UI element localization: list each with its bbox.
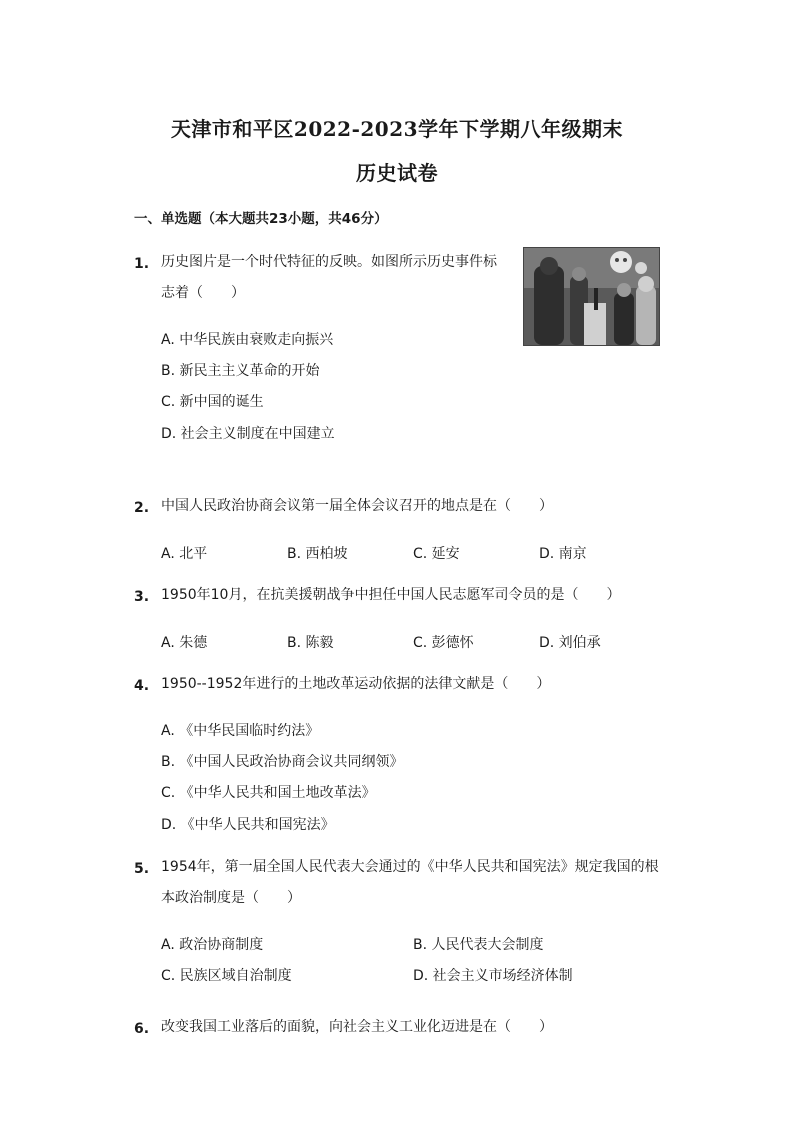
historical-photo (523, 247, 660, 346)
question-text: 1950年10月，在抗美援朝战争中担任中国人民志愿军司令员的是（ ） (161, 587, 621, 603)
option-d: D. 社会主义制度在中国建立 (161, 426, 335, 442)
question-number: 1. (134, 256, 150, 272)
option-a: A. 北平 (161, 546, 208, 562)
question-number: 3. (134, 589, 150, 605)
option-c: C. 新中国的诞生 (161, 394, 264, 410)
exam-subject-title: 历史试卷 (356, 161, 438, 185)
option-c: C. 民族区域自治制度 (161, 968, 292, 984)
question-text: 1950--1952年进行的土地改革运动依据的法律文献是（ ） (161, 676, 551, 692)
option-b: B. 《中国人民政治协商会议共同纲领》 (161, 754, 404, 770)
option-a: A. 朱德 (161, 635, 208, 651)
question-number: 2. (134, 500, 150, 516)
option-d: D. 社会主义市场经济体制 (413, 968, 573, 984)
option-b: B. 西柏坡 (287, 546, 348, 562)
question-number: 4. (134, 678, 150, 694)
question-text: 1954年，第一届全国人民代表大会通过的《中华人民共和国宪法》规定我国的根 (161, 859, 659, 875)
exam-title: 天津市和平区2022-2023学年下学期八年级期末 (170, 117, 624, 141)
option-b: B. 人民代表大会制度 (413, 937, 544, 953)
question-text: 历史图片是一个时代特征的反映。如图所示历史事件标 (161, 254, 497, 270)
option-d: D. 南京 (539, 546, 587, 562)
question-number: 5. (134, 861, 150, 877)
option-a: A. 政治协商制度 (161, 937, 264, 953)
option-c: C. 延安 (413, 546, 460, 562)
question-text: 改变我国工业落后的面貌，向社会主义工业化迈进是在（ ） (161, 1019, 553, 1035)
section-heading: 一、单选题（本大题共23小题，共46分） (134, 211, 388, 227)
question-number: 6. (134, 1021, 150, 1037)
option-a: A. 《中华民国临时约法》 (161, 723, 320, 739)
option-d: D. 《中华人民共和国宪法》 (161, 817, 335, 833)
question-text: 本政治制度是（ ） (161, 890, 301, 906)
question-text: 志着（ ） (161, 285, 245, 301)
option-b: B. 新民主主义革命的开始 (161, 363, 320, 379)
option-c: C. 《中华人民共和国土地改革法》 (161, 785, 376, 801)
option-d: D. 刘伯承 (539, 635, 601, 651)
option-c: C. 彭德怀 (413, 635, 474, 651)
option-a: A. 中华民族由衰败走向振兴 (161, 332, 334, 348)
question-text: 中国人民政治协商会议第一届全体会议召开的地点是在（ ） (161, 498, 553, 514)
option-b: B. 陈毅 (287, 635, 334, 651)
